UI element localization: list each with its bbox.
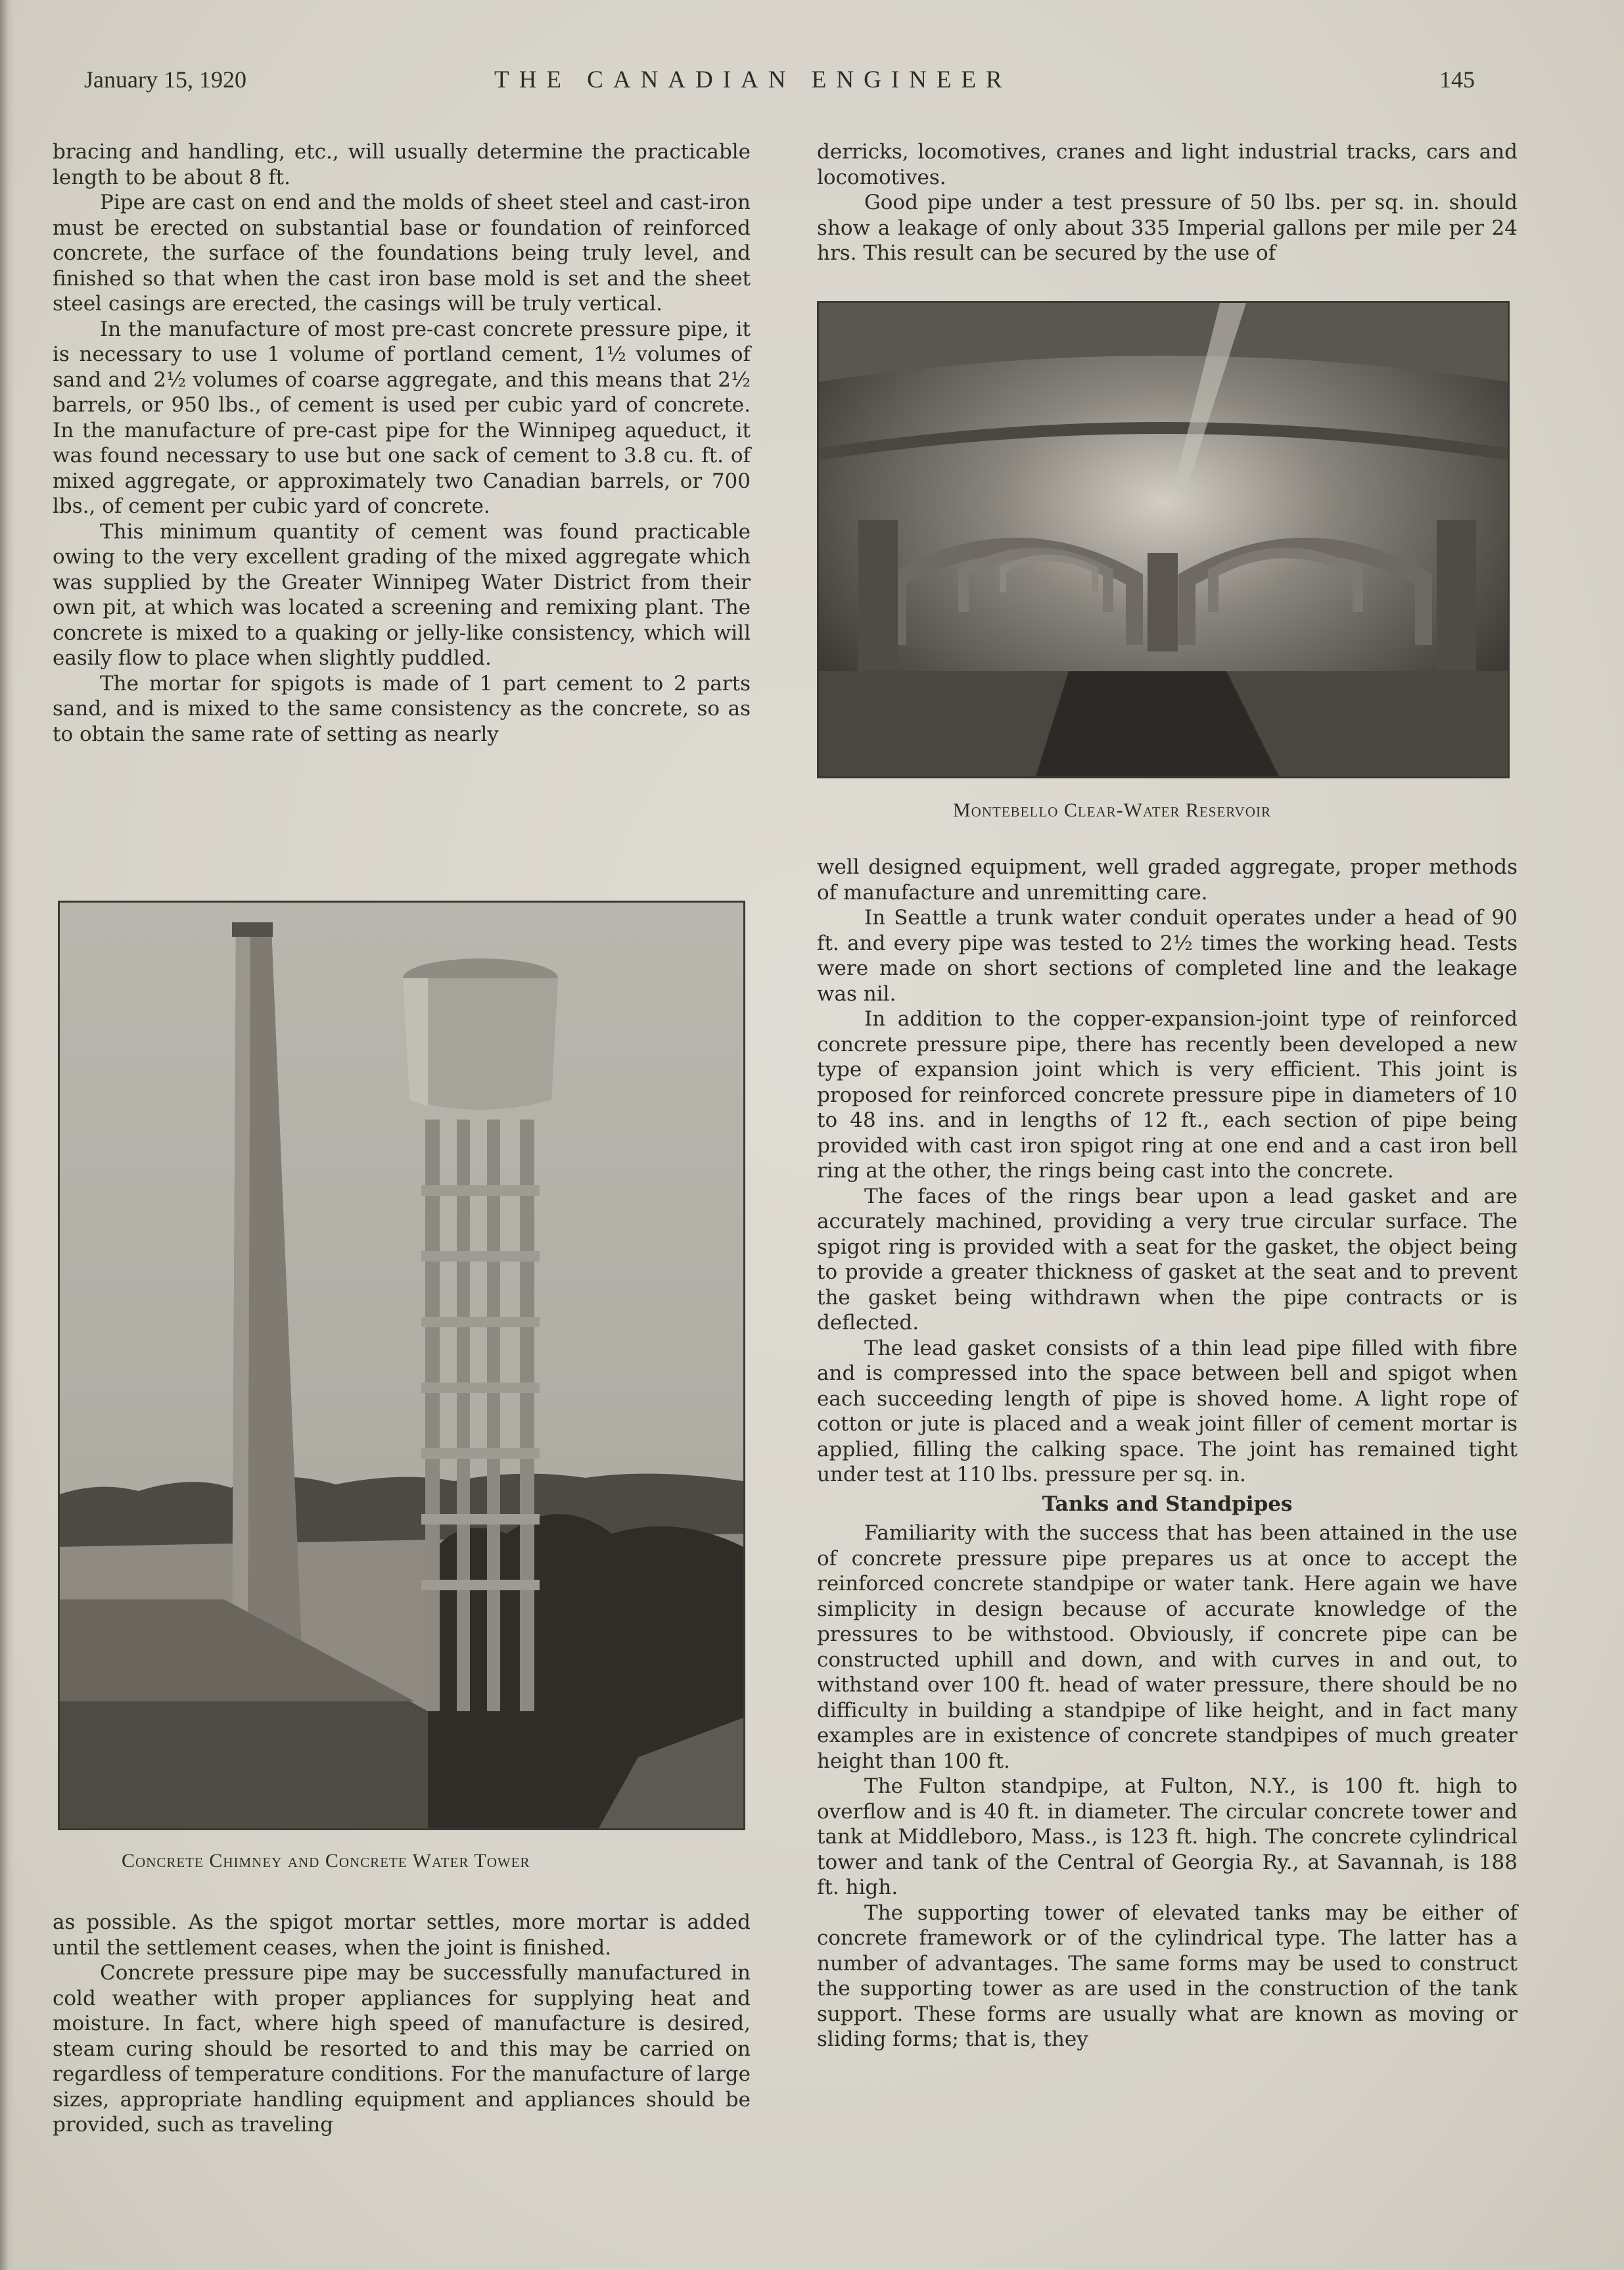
- paragraph: In addition to the copper-expansion-joint type of reinforced concrete pressure pipe, there has recently been developed a new type of expansion joint which is very efficient. This joint is proposed for reinforced concrete pressure pipe in diameters of 10 to 48 ins. and in lengths of 12 ft., each section of pipe being provided with cast iron spigot ring at one end and a cast iron bell ring at the other, the rings being cast into the concrete.: [817, 1007, 1518, 1183]
- book-spine-shadow: [0, 0, 14, 2270]
- paragraph: The Fulton standpipe, at Fulton, N.Y., is 100 ft. high to overflow and is 40 ft. in diameter. The circular concrete tower and tank at Middleboro, Mass., is 123 ft. high. The concrete cylindrical tower and tank of the Central of Georgia Ry., at Savannah, is 188 ft. high.: [817, 1774, 1518, 1899]
- left-column-bottom: [53, 1910, 751, 2138]
- paragraph: Pipe are cast on end and the molds of sheet steel and cast-iron must be erected on substantial base or foundation of reinforced concrete, the surface of the foundations being truly level, and finished so that when the cast iron base mold is set and the sheet steel casings are erected, the casings will be truly vertical.: [53, 191, 751, 316]
- right-column-top: [817, 139, 1518, 266]
- figure-caption-chimney: Concrete Chimney and Concrete Water Tower: [122, 1850, 530, 1872]
- header-date: January 15, 1920: [84, 66, 246, 93]
- reservoir-photo: [817, 301, 1510, 778]
- paragraph: derricks, locomotives, cranes and light industrial tracks, cars and locomotives.: [817, 140, 1518, 189]
- header-journal-title: THE CANADIAN ENGINEER: [494, 66, 1012, 93]
- right-column-bottom: [817, 855, 1518, 2052]
- paragraph: as possible. As the spigot mortar settles, more mortar is added until the settlement ceases, when the joint is finished.: [53, 1910, 751, 1960]
- figure-caption-reservoir: Montebello Clear-Water Reservoir: [953, 799, 1271, 821]
- section-heading: Tanks and Standpipes: [1042, 1492, 1293, 1516]
- paragraph: Concrete pressure pipe may be successfully manufactured in cold weather with proper appliances for supplying heat and moisture. In fact, where high speed of manufacture is desired, steam curing should be resorted to and this may be carried on regardless of temperature conditions. For the manufacture of large sizes, appropriate handling equipment and appliances should be provided, such as traveling: [53, 1961, 751, 2137]
- paragraph: The mortar for spigots is made of 1 part cement to 2 parts sand, and is mixed to the same consistency as the concrete, so as to obtain the same rate of setting as nearly: [53, 671, 751, 746]
- paragraph: This minimum quantity of cement was found practicable owing to the very excellent grading of the mixed aggregate which was supplied by the Greater Winnipeg Water District from their own pit, at which was located a screening and remixing plant. The concrete is mixed to a quaking or jelly-like consistency, which will easily flow to place when slightly puddled.: [53, 519, 751, 670]
- left-column-top: [53, 139, 751, 747]
- paragraph: well designed equipment, well graded aggregate, proper methods of manufacture and unremitting care.: [817, 855, 1518, 905]
- chimney-water-tower-photo: [58, 901, 745, 1830]
- paragraph: bracing and handling, etc., will usually determine the practicable length to be about 8 ft.: [53, 140, 751, 189]
- paragraph: Good pipe under a test pressure of 50 lbs. per sq. in. should show a leakage of only about 335 Imperial gallons per mile per 24 hrs. This result can be secured by the use of: [817, 191, 1518, 265]
- paragraph: In Seattle a trunk water conduit operates under a head of 90 ft. and every pipe was tested to 2½ times the working head. Tests were made on short sections of completed line and the leakage was nil.: [817, 906, 1518, 1006]
- paragraph: The lead gasket consists of a thin lead pipe filled with fibre and is compressed into the space between bell and spigot when each succeeding length of pipe is shoved home. A light rope of cotton or jute is placed and a weak joint filler of cement mortar is applied, filling the calking space. The joint has remained tight under test at 110 lbs. pressure per sq. in.: [817, 1336, 1518, 1486]
- paragraph: Familiarity with the success that has been attained in the use of concrete pressure pipe prepares us at once to accept the reinforced concrete standpipe or water tank. Here again we have simplicity in design because of accurate knowledge of the pressures to be withstood. Obviously, if concrete pipe can be constructed uphill and down, and with curves in and out, to withstand over 100 ft. head of water pressure, there should be no difficulty in building a standpipe of like height, and in fact many examples are in existence of concrete standpipes of much greater height than 100 ft.: [817, 1521, 1518, 1773]
- header-page-number: 145: [1439, 66, 1475, 93]
- paragraph: The supporting tower of elevated tanks may be either of concrete framework or of the cylindrical type. The latter has a number of advantages. The same forms may be used to construct the supporting tower as are used in the construction of the tank support. These forms are usually what are known as moving or sliding forms; that is, they: [817, 1901, 1518, 2051]
- paragraph: In the manufacture of most pre-cast concrete pressure pipe, it is necessary to use 1 volume of portland cement, 1½ volumes of sand and 2½ volumes of coarse aggregate, and this means that 2½ barrels, or 950 lbs., of cement is used per cubic yard of concrete. In the manufacture of pre-cast pipe for the Winnipeg aqueduct, it was found necessary to use but one sack of cement to 3.8 cu. ft. of mixed aggregate, or approximately two Canadian barrels, or 700 lbs., of cement per cubic yard of concrete.: [53, 317, 751, 518]
- paragraph: The faces of the rings bear upon a lead gasket and are accurately machined, providing a very true circular surface. The spigot ring is provided with a seat for the gasket, the object being to provide a greater thickness of gasket at the seat and to prevent the gasket being withdrawn when the pipe contracts or is deflected.: [817, 1184, 1518, 1335]
